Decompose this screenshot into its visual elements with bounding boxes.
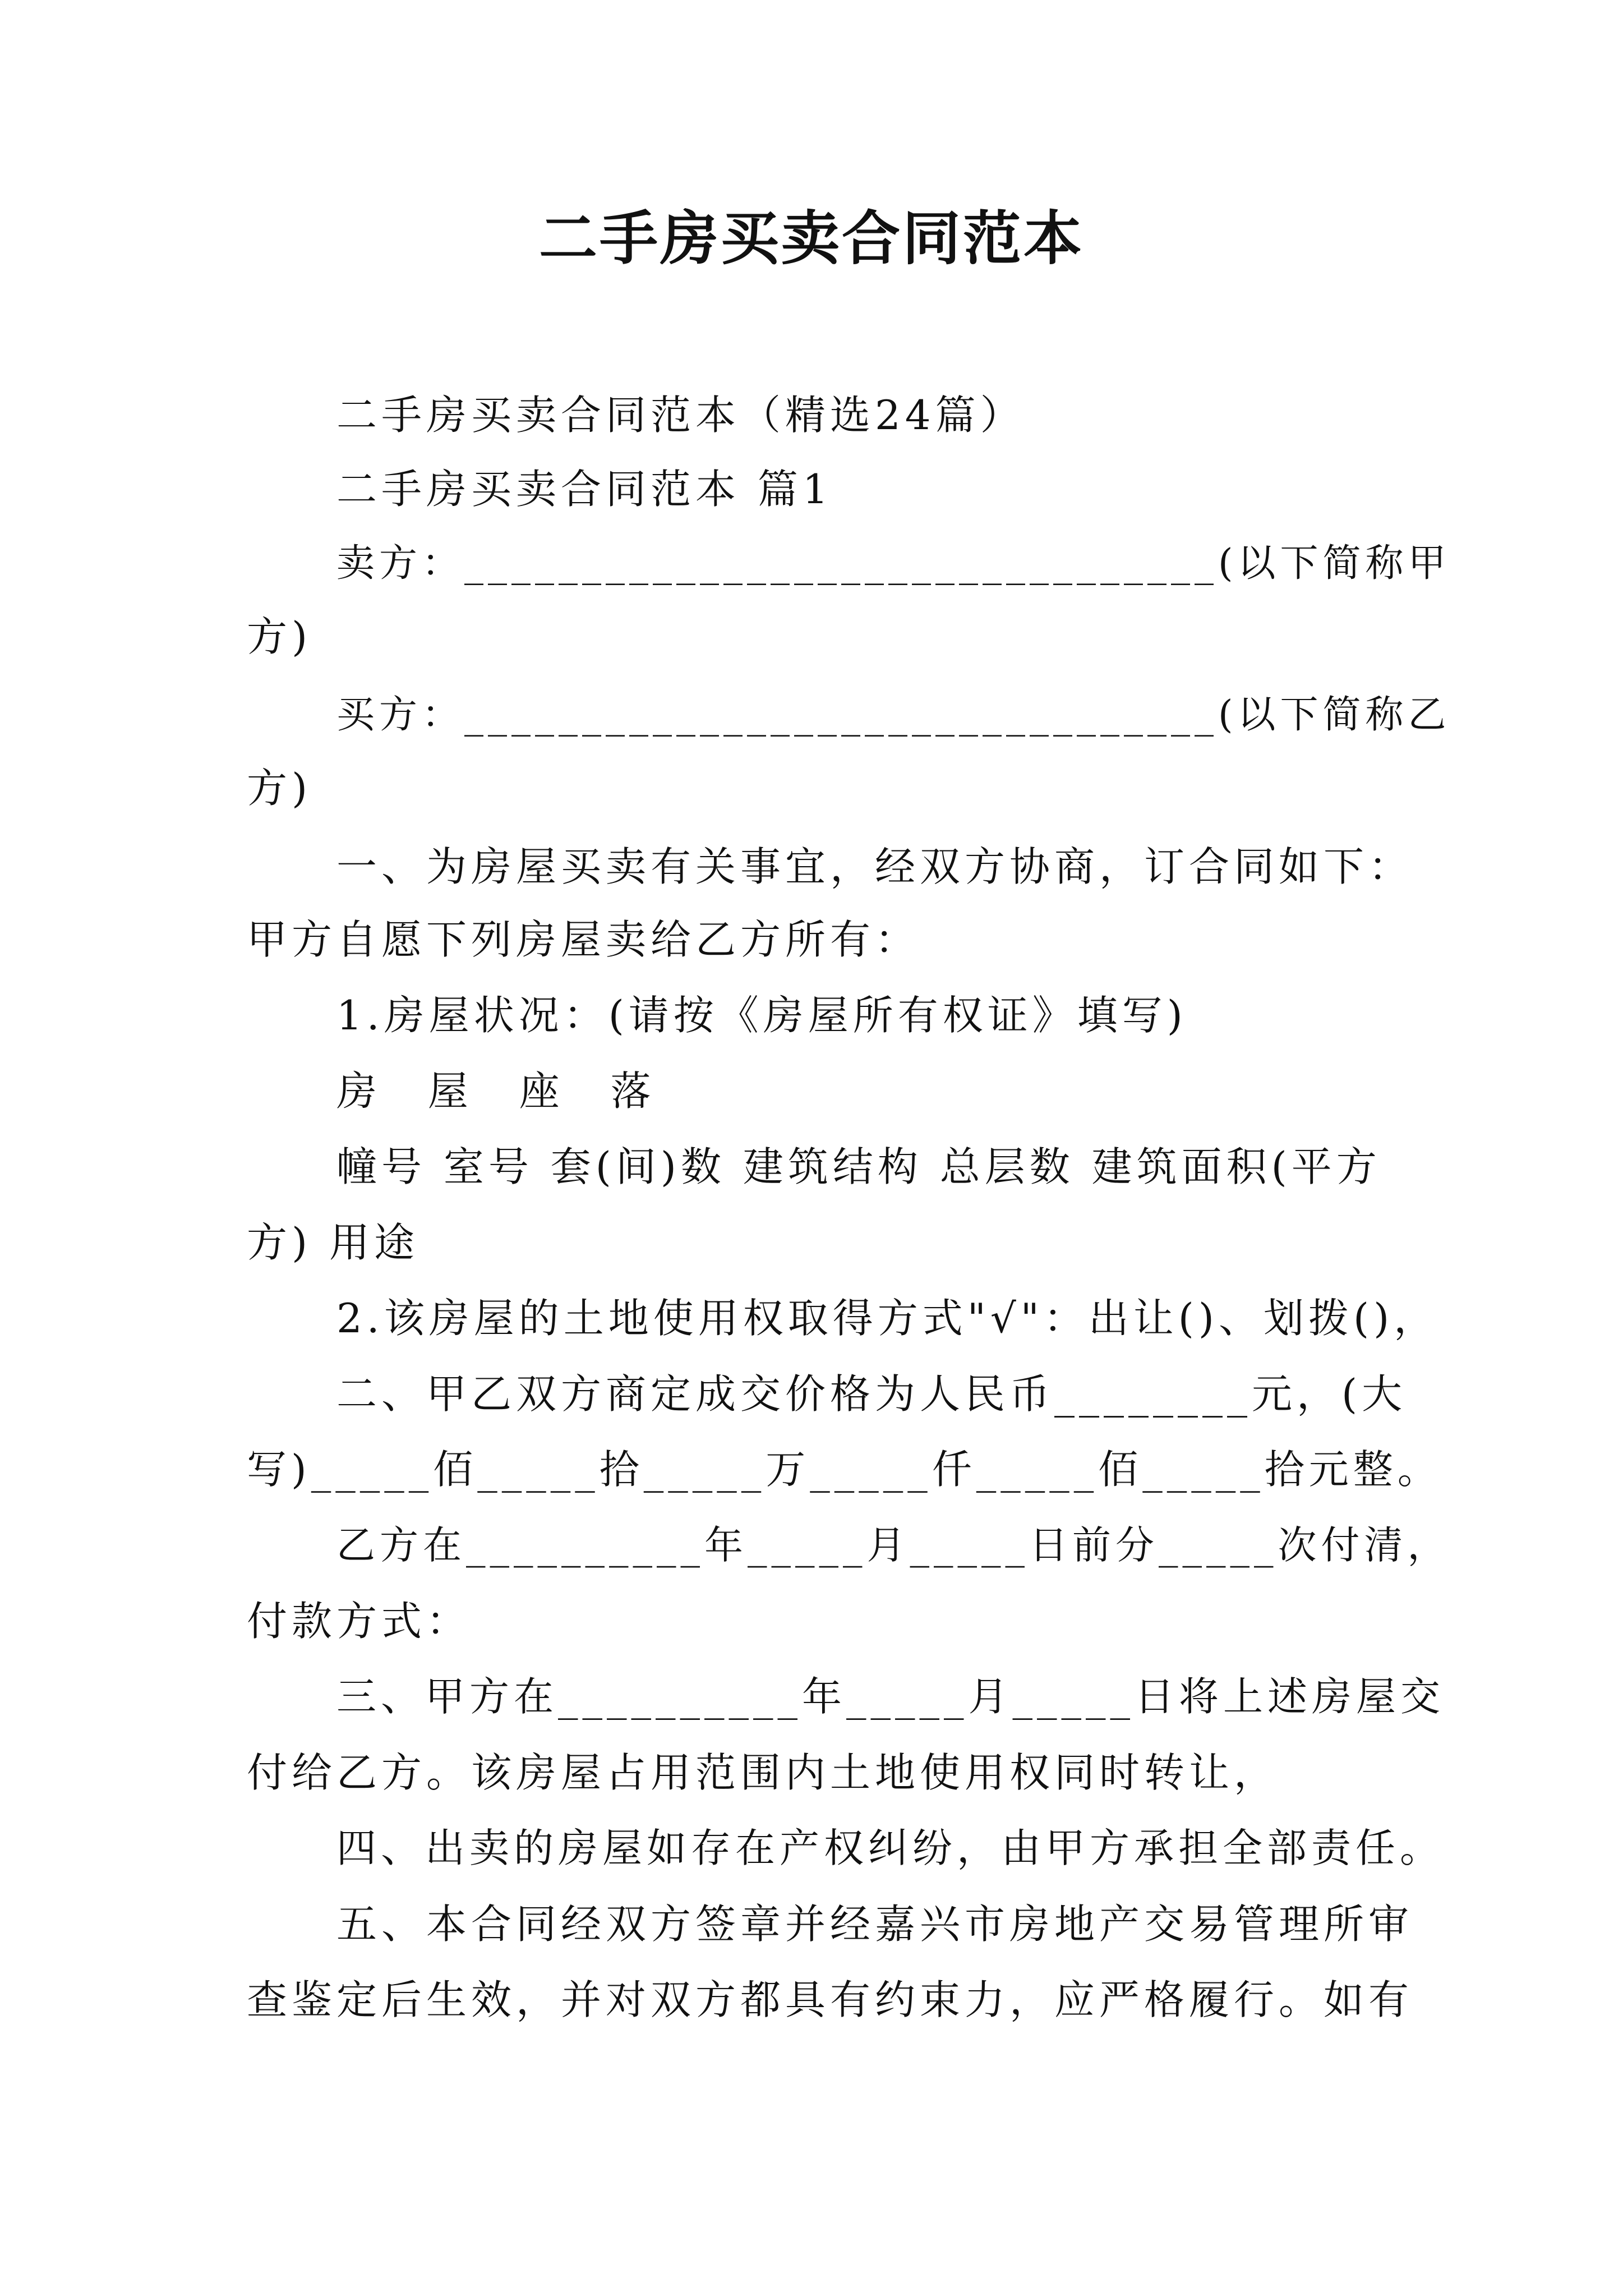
document-title: 二手房买卖合同范本 [538, 204, 1084, 273]
clause-4-line: 四、出卖的房屋如存在产权纠纷，由甲方承担全部责任。 [336, 1825, 1445, 1871]
buyer-line: 买方：________________________________(以下简称乙 [336, 693, 1451, 737]
house-fields-line: 幢号 室号 套(间)数 建筑结构 总层数 建筑面积(平方 [336, 1143, 1381, 1190]
clause-2-line: 二、甲乙双方商定成交价格为人民币________元，(大 [336, 1370, 1407, 1418]
clause-3-line: 三、甲方在__________年_____月_____日将上述房屋交 [336, 1673, 1445, 1720]
subtitle-line: 二手房买卖合同范本（精选24篇） [336, 392, 1025, 439]
clause-2-line-cont: 写)_____佰_____拾_____万_____仟_____佰_____拾元整。 [247, 1446, 1442, 1493]
house-status-line: 1.房屋状况：(请按《房屋所有权证》填写) [336, 992, 1187, 1039]
payment-line: 乙方在__________年_____月_____日前分_____次付清， [336, 1523, 1451, 1568]
seller-line: 卖方：________________________________(以下简称甲 [336, 541, 1451, 586]
clause-5-line-cont: 查鉴定后生效，并对双方都具有约束力，应严格履行。如有 [247, 1976, 1414, 2023]
clause-1-line: 一、为房屋买卖有关事宜，经双方协商，订合同如下： [336, 843, 1414, 890]
house-fields-line-cont: 方) 用途 [247, 1219, 419, 1266]
section-heading: 二手房买卖合同范本 篇1 [336, 466, 833, 513]
payment-method-line: 付款方式： [247, 1598, 472, 1645]
seller-line-cont: 方) [247, 613, 312, 660]
clause-5-line: 五、本合同经双方签章并经嘉兴市房地产交易管理所审 [336, 1901, 1414, 1948]
land-use-line: 2.该房屋的土地使用权取得方式"√"：出让()、划拨()， [336, 1295, 1439, 1342]
house-location-line: 房 屋 座 落 [336, 1068, 670, 1115]
clause-1-line-cont: 甲方自愿下列房屋卖给乙方所有： [247, 916, 920, 963]
buyer-line-cont: 方) [247, 765, 312, 812]
clause-3-line-cont: 付给乙方。该房屋占用范围内土地使用权同时转让， [247, 1749, 1279, 1796]
